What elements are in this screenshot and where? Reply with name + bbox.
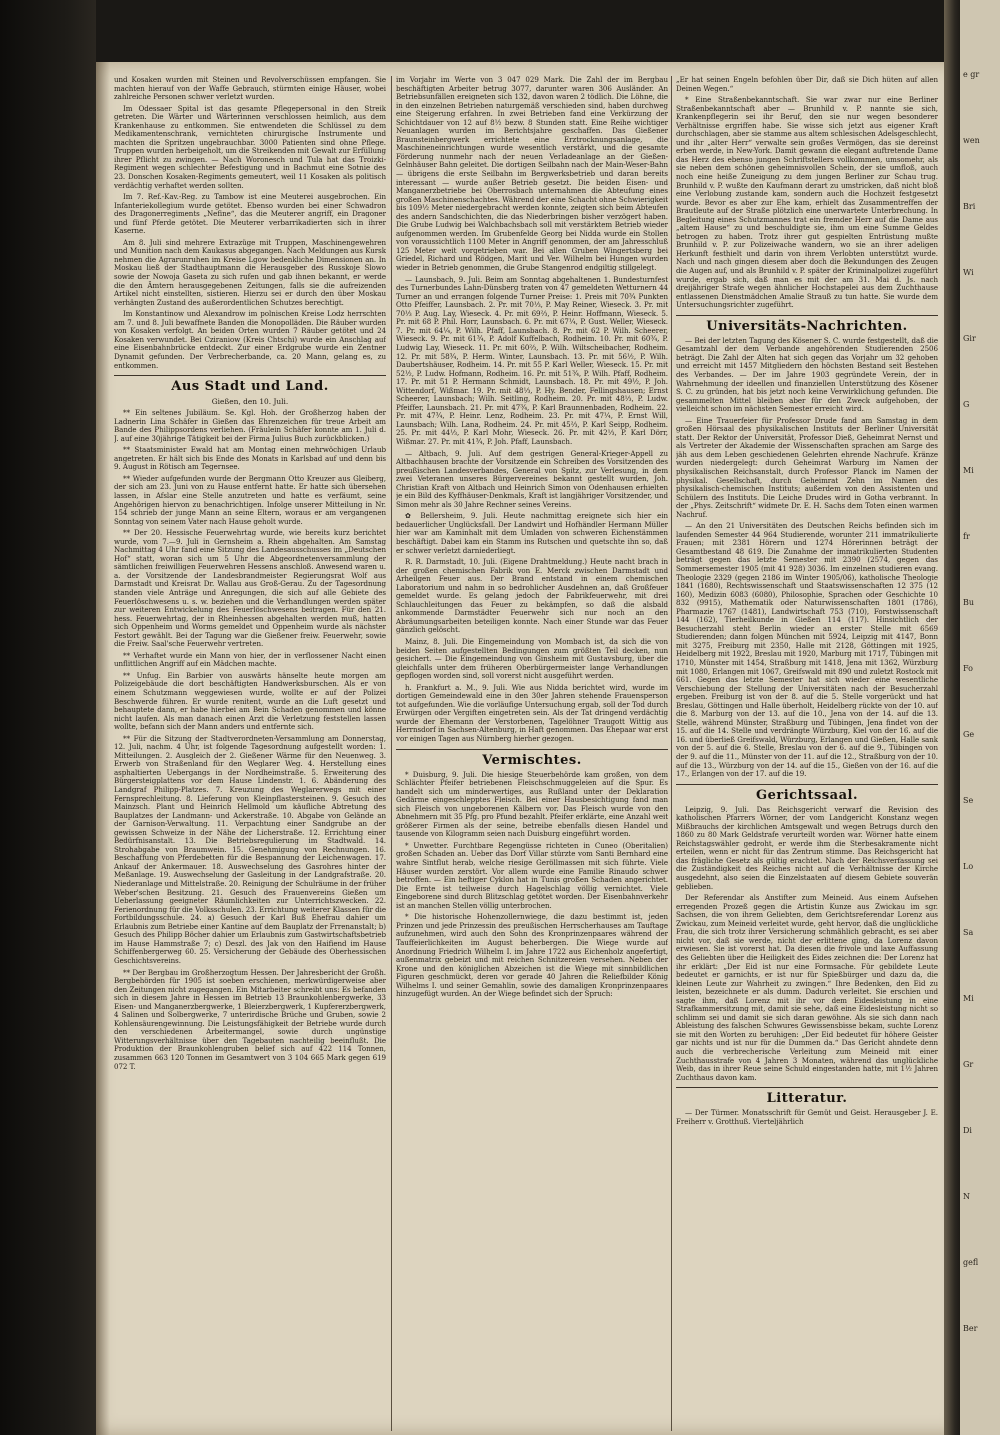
article-paragraph: ** Ein seltenes Jubiläum. Se. Kgl. Hoh. der Großherzog haben der Ladnerin Lina Schäfer in Gießen das Ehrenzeichen für treue Arbeit am Bande des Philippsordens verliehen. (Fräulein Schäfer konnte am 1. Juli d. J. auf eine 30jährige Tätigkeit bei der Firma Julius Buch zurückblicken.)	[114, 408, 386, 443]
adjacent-page-text-fragment: Mi	[963, 466, 974, 475]
adjacent-page-text-fragment: e gr	[963, 70, 980, 79]
adjacent-page-text-fragment: wen	[963, 136, 980, 145]
article-paragraph: — Eine Trauerfeier für Professor Drude fand am Samstag in dem großen Hörsaal des physikalischen Instituts der Berliner Universität statt. Der Rektor der Universität, Professor Dieß, Geheimrat Nernst und als Vertreter der Akademie der Wissenschaften sprachen am Sarge des jäh aus dem Leben geschiedenen Gelehrten ehrende Nachrufe. Kränze wurden niedergelegt: durch Geheimrat Warburg im Namen der physikalischen Reichsanstalt, durch Professor Planck im Namen der physikal. Gesellschaft, durch Geheimrat Zehn im Namen des physikalisch-chemischen Instituts; außerdem von den Assistenten und Schülern des Instituts. Die Leiche Drudes wird in Gotha verbrannt. In der „Phys. Zeitschrift“ widmete Dr. E. H. Sachs dem Toten einen warmen Nachruf.	[676, 415, 938, 519]
article-paragraph: * Eine Straßenbekanntschaft. Sie war zwar nur eine Berliner Straßenbekanntschaft aber — Brunhild v. P. nannte sie sich, Krankenpflegerin sei ihr Beruf, den sie nur wegen besonderer Verhältnisse ergriffen habe. Sie wisse sich jetzt aus eigener Kraft durchschlagen, aber sie stamme aus altem schlesischen Adelsgeschlecht, und ihr „alter Herr“ verwalte sein großes Vermögen, das sie dereinst erben werde, in New-York. Damit gewann die elegant auftretende Dame das Herz des ebenso jungen Schriftstellers vollkommen, umsomehr, als sie neben dem schönen geheimnisvollen Schein, der sie umfloß, auch noch eine heiße Zuneigung zu dem jungen Berliner zur Schau trug. Brunhild v. P. wußte den Kaufmann derart zu umstricken, daß nicht bloß eine Verlobung zustande kam, sondern auch die Hochzeit festgesetzt wurde. Bevor es aber zur Ehe kam, erhielt das Zusammentreffen der Brautleute auf der Straße plötzlich eine unerwartete Unterbrechung. In Begleitung eines Schutzmannes trat ein fremder Herr auf die Dame aus „altem Hause“ zu und beschuldigte sie, ihm um eine Summe Geldes betrogen zu haben. Trotz ihrer gut gespielten Entrüstung mußte Brunhild v. P. zur Polizeiwache wandern, wo sie an ihrer adeligen Herkunft festhielt und darin von ihrem Verlobten unterstützt wurde. Nach und nach gingen diesem aber doch die Bekundungen des Zeugen die Augen auf, und als Brunhild v. P. später der Kriminalpolizei zugeführt wurde, ergab sich, daß man es mit der am 31. Mai d. Js. nach dreijähriger Strafe wegen ähnlicher Hochstapelei aus dem Zuchthause entlassenen Dienstmädchen Amalie Strauß zu tun hatte. Sie wurde dem Untersuchungsrichter zugeführt.	[676, 95, 938, 310]
column-3	[676, 76, 938, 1431]
article-paragraph: — Bei der letzten Tagung des Kösener S. C. wurde festgestellt, daß die Gesamtzahl der dem Verbande angehörenden Studierenden 2506 beträgt. Die Zahl der Alten hat sich gegen das Vorjahr um 32 gehoben und erreicht mit 1457 Mitgliedern den höchsten Bestand seit Bestehen des Verbandes. — Der im Jahre 1903 gegründete Verein, der in Wahrnehmung der ideellen und finanziellen Unterstützung des Kösener S. C. zu gründen, hat bis jetzt noch keine Verwirklichung gefunden. Die gesammelten Mittel bleiben aber für den Zweck aufgehoben, der vielleicht schon im nächsten Semester erreicht wird.	[676, 335, 938, 414]
adjacent-page-text-fragment: Mi	[963, 994, 974, 1003]
article-paragraph: ** Der Bergbau im Großherzogtum Hessen. Der Jahresbericht der Großh. Bergbehörden für 1905 ist soeben erschienen, merkwürdigerweise aber den Zeitungen nicht zugegangen. Ein Mitarbeiter schreibt uns: Es befanden sich in diesem Jahre in Hessen im Betrieb 13 Braunkohlenbergwerke, 33 Eisen- und Manganerzbergwerke, 1 Bleierzbergwerk, 1 Kupfererzbergwerk, 4 Salinen und Solbergwerke, 7 unterirdische Brüche und Gruben, sowie 2 Kohlensäurengewinnung. Die Leistungsfähigkeit der Betriebe wurde durch den verschiedenen Arbeitermangel, sowie durch ungünstige Witterungsverhältnisse über den Tagebauten nachteilig beeinflußt. Die Produktion der Braunkohlengruben belief sich auf 422 114 Tonnen, zusammen 663 120 Tonnen im Gesamtwert von 3 104 665 Mark gegen 619 072 T.	[114, 967, 386, 1071]
adjacent-page-text-fragment: Bu	[963, 598, 975, 607]
adjacent-page-text-fragment: Se	[963, 796, 974, 805]
article-paragraph: ✿ Bellersheim, 9. Juli. Heute nachmittag ereignete sich hier ein bedauerlicher Unglücksfall. Der Landwirt und Hofhändler Hermann Müller hier war am Kaminhalt mit dem Umladen von schweren Eichenstämmen beschäftigt. Dabei kam ein Stamm ins Rutschen und quetschte ihn so, daß er schwer verletzt darniederliegt.	[396, 511, 668, 555]
article-paragraph: und Kosaken wurden mit Steinen und Revolverschüssen empfangen. Sie machten hierauf von der Waffe Gebrauch, stürmten einige Häuser, wobei zahlreiche Personen schwer verletzt wurden.	[114, 76, 386, 102]
adjacent-page-text-fragment: fr	[963, 532, 970, 541]
dateline: Gießen, den 10. Juli.	[211, 397, 289, 407]
adjacent-page-text-fragment: N	[963, 1192, 970, 1201]
article-paragraph: * Die historische Hohenzollernwiege, die dazu bestimmt ist, jeden Prinzen und jede Prinzessin des preußischen Herrscherhauses am Tauftage aufzunehmen, wird auch den Sohn des Kronprinzenpaares während der Tauffeierlichkeiten im August beherbergen. Die Wiege wurde auf Anordnung Friedrich Wilhelm I. im Jahre 1722 aus Eichenholz angefertigt, außenmatrix gebeizt und mit reichen Schnitzereien versehen. Neben der Krone und den königlichen Abzeichen ist die Wiege mit sinnbildlichen Figuren geschmückt, deren vor gerade 40 Jahren die Reliefbilder König Wilhelms I. und seiner Gemahlin, sowie des damaligen Kronprinzenpaares hinzugefügt wurden. An der Wiege befindet sich der Spruch:	[396, 912, 668, 999]
adjacent-page-text-fragment: G	[963, 400, 970, 409]
column-rule	[391, 76, 392, 1431]
adjacent-page-edge	[960, 0, 1000, 1435]
section-heading: Litteratur.	[676, 1087, 938, 1106]
article-paragraph: ** Verhaftet wurde ein Mann von hier, der in verflossener Nacht einen unflittlichen Angriff auf ein Mädchen machte.	[114, 650, 386, 669]
article-paragraph: Mainz, 8. Juli. Die Eingemeindung von Mombach ist, da sich die von beiden Seiten aufgestellten Bedingungen zum größten Teil decken, nun gesichert. — Die Eingemeindung von Ginsheim mit Gustavsburg, über die gleichfalls unter dem früheren Oberbürgermeister lange Verhandlungen gepflogen worden sind, soll vorerst nicht ausgeführt werden.	[396, 637, 668, 681]
article-paragraph: * Unwetter. Furchtbare Regengüsse richteten in Cuneo (Oberitalien) großen Schaden an. Ueber das Dorf Villar stürzte vom Santi Bernhard eine wahre Sintflut herab, welche riesige Geröllmassen mit sich führte. Viele Häuser wurden zerstört. Vor allem wurde eine Familie Rinaudo schwer betroffen. — Ein heftiger Cyklon hat in Tunis großen Schaden angerichtet. Die Ernte ist teilweise durch Hagelschlag völlig vernichtet. Viele Eingeborene sind durch Blitzschlag getötet worden. Der Eisenbahnverkehr ist an manchen Stellen völlig unterbrochen.	[396, 840, 668, 910]
article-paragraph: „Er hat seinen Engeln befohlen über Dir, daß sie Dich hüten auf allen Deinen Wegen.“	[676, 76, 938, 93]
article-paragraph: ** Unfug. Ein Barbier von auswärts hänselte heute morgen am Polizeigebäude die dort beschäftigten Handwerksburschen. Als er von einem Schutzmann weggewiesen wurde, wollte er auf der Polizei Beschwerde führen. Er wurde renitent, wurde an die Luft gesetzt und behauptete dann, er habe hierbei am Bein Schaden genommen und könne nicht laufen. Als man danach einen Arzt die Verletzung feststellen lassen wollte, befann sich der Mann anders und entfernte sich.	[114, 670, 386, 732]
adjacent-page-text-fragment: Fo	[963, 664, 973, 673]
section-heading: Universitäts-Nachrichten.	[676, 315, 938, 334]
book-binding-shadow	[0, 0, 96, 1435]
newspaper-page	[96, 62, 961, 1435]
adjacent-page-text-fragment: Sa	[963, 928, 974, 937]
column-1	[114, 76, 386, 1431]
adjacent-page-text-fragment: Ber	[963, 1324, 978, 1333]
article-paragraph: R. R. Darmstadt, 10. Juli. (Eigene Drahtmeldung.) Heute nacht brach in der großen chemischen Fabrik von E. Merck zwischen Darmstadt und Arheilgen Feuer aus. Der Brand entstand in einem chemischen Laboratorium und nahm in so bedrohlicher Ausdehnen an, daß Großfeuer gemeldet wurde. Es gelang jedoch der Fabrikfeuerwehr, mit drei Schlauchleitungen das Feuer zu bekämpfen, so daß die alsbald ankommende Darmstädter Feuerwehr sich nur noch an den Abräumungsarbeiten beteiligen konnte. Nach einer Stunde war das Feuer gänzlich gelöscht.	[396, 557, 668, 635]
section-heading: Gerichtssaal.	[676, 784, 938, 803]
article-paragraph: — Launsbach, 9. Juli. Beim am Sonntag abgehaltenen 1. Bundesturnfest des Turnerbundes Lahn-Dünsberg traten von 47 gemeldeten Wetturnern 44 Turner an und errangen folgende Turner Preise: 1. Preis mit 70¾ Punkten Otto Pfeiffer, Launsbach. 2. Pr. mit 70⅓, P. May Reiner, Wieseck. 3. Pr. mit 70⅓ P. Aug. Lay, Wieseck. 4. Pr. mit 69⅔, P. Heinr. Hoffmann, Wieseck. 5. Pr. mit 68 P. Phil. Horr, Launsbach. 6. Pr. mit 67¼, P. Gust. Weller, Wieseck. 7. Pr. mit 64¼, P. Wilh. Pfaff, Launsbach. 8. Pr. mit 62 P. Wilh. Scheerer, Wieseck. 9. Pr. mit 61¾, P. Adolf Kuffelbach, Rodheim. 10. Pr. mit 60¾, P. Ludwig Lay, Wieseck. 11. Pr. mit 60⅔, P. Wilh. Wiltscheibacher, Rodheim. 12. Pr. mit 58¾, P. Herm. Winter, Launsbach. 13. Pr. mit 56½, P. Wilh. Daubertshäuser, Rodheim. 14. Pr. mit 55 P. Karl Weller, Wieseck. 15. Pr. mit 52½, P. Ludw. Hofmann, Rodheim. 16. Pr. mit 51¾, P. Wilh. Pfaff, Rodheim. 17. Pr. mit 51 P. Hermann Schmidt, Launsbach. 18. Pr. mit 49½, P. Joh. Wittendorf, Wißmar. 19. Pr. mit 48⅓, P. Hy. Bender, Fellingshausen; Ernst Scheerer, Launsbach; Wilh. Seitling, Rodheim. 20. Pr. mit 48⅓, P. Ludw. Pfeiffer, Launsbach. 21. Pr. mit 47¾, P. Karl Braunnenbaden, Rodheim. 22. Pr. mit 47¾, P. Heinr. Lenz, Rodheim. 23. Pr. mit 47¼, P. Ernst Will, Launsbach; Wilh. Lana, Rodheim. 24. Pr. mit 45⅔, P. Karl Seipp, Rodheim. 25. Pr. mit 44⅓, P. Karl Mohr, Wieseck. 26. Pr. mit 42⅓, P. Karl Dörr, Wißmar. 27. Pr. mit 41¾, P. Joh. Pfaff, Launsbach.	[396, 274, 668, 446]
article-paragraph: Der Referendar als Anstifter zum Meineid. Aus einem Aufsehen erregenden Prozeß gegen die Artistin Kunze aus Zwickau im sgr. Sachsen, die von ihrem Geliebten, dem Gerichtsreferendar Lorenz aus Zwickau, zum Meineid verleitet wurde, geht hervor, daß die unglückliche Frau, die sich trotz ihrer Versicherung schmählich gebracht, es sei aber nicht vor, daß sie werde, nicht der erlittene ging, da Lorenz davon erwiesen. Sie ist vorerst hat. Da diesen die frivole und laxe Auffassung des Geliebten über die Heiligkeit des Eides zeichnen die: Der Lorenz hat ihr erklärt: „Der Eid ist nur eine Formsache. Für gebildete Leute bedeutet er garnichts, er ist nur für Spießbürger und dazu da, die kleinen Leute zur Wahrheit zu zwingen.“ Ihre Bedenken, den Eid zu leisten, bezeichnete er als dumm. Dadurch verleitet. Sie erschien und sagte ihm, daß Lorenz mit ihr vor dem Eidesleistung in eine Strafkammersitzung mit, damit sie sehe, daß eine Eidesleistung nicht so schlimm sei und damit sie sich daran gewöhne. Als sie sich dann nach Ableistung des falschen Schwures Gewissensbisse bekam, suchte Lorenz sie mit den Worten zu beruhigen: „Der Eid bedeutet für höhere Geister gar nichts und ist nur für die Dummen da.“ Das Gericht ahndete denn auch die verbrecherische Verleitung zum Meineid mit einer Zuchthausstrafe von 4 Jahren 3 Monaten, während das unglückliche Weib, das in ihrer Reue seine Schuld eingestanden hatte, mit 1½ Jahren Zuchthaus davon kam.	[676, 893, 938, 1082]
adjacent-page-text-fragment: Gr	[963, 1060, 974, 1069]
section-heading: Vermischtes.	[396, 749, 668, 768]
article-paragraph: Leipzig, 9. Juli. Das Reichsgericht verwarf die Revision des katholischen Pfarrers Wörner, der vom Landgericht Konstanz wegen Mißbrauchs der kirchlichen Amtsgewalt und wegen Betrugs durch den 1860 zu 80 Mark Geldstrafe verurteilt worden war. Wörner hatte einem Reichstagswähler gedroht, er werde ihm die Sterbesakramente nicht erteilen, wenn er nicht für das Zentrum stimme. Das Reichsgericht hat das frägliche Gesetz als gültig erachtet. Nach der Reichsverfassung sei die Zuständigkeit des Reiches nicht auf die Verhältnisse der Kirche ausgedehnt, also seien die Einzelstaaten auf diesem Gebiete souverän geblieben.	[676, 804, 938, 891]
adjacent-page-text-fragment: Bri	[963, 202, 976, 211]
article-paragraph: ** Für die Sitzung der Stadtverordneten-Versammlung am Donnerstag, 12. Juli, nachm. 4 Uhr, ist folgende Tagesordnung aufgestellt worden: 1. Mitteilungen. 2. Ausgleich der 2. Gießener Wärme für den Neuenweg. 3. Erwerb von Straßenland für den Weglarer Weg. 4. Herstellung eines asphaltierten Uebergangs in der Nordheimstraße. 5. Erweiterung des Bürgersteigplattens vor dem Hause Lindenstr. 1. 6. Abänderung des Landgraf Philipp-Platzes. 7. Kreuzung des Weglarerwegs mit einer Fernsprechleitung. 8. Lieferung von Kleinpflastersteinen. 9. Gesuch des Mainzsch. Plant und Heinrich Hellmold um käufliche Abtretung des Bauplatzes der Landmann- und Ackerstraße. 10. Abgabe von Gelände an der Garnison-Verwaltung. 11. Verpachtung einer Sandgrube an der gewissen Schweize in der Nähe der Licherstraße. 12. Errichtung einer Bedürfnisanstalt. 13. Die Betriebsregulierung im Stadtwald. 14. Strohabgabe von Braumwein. 15. Genehmigung von Rechnungen. 16. Beschaffung von Pferdebetten für die Bespannung der Leichenwagen. 17. Ankauf der Ankermauer. 18. Auswechselung des Gasrohres hinter der Meßanlage. 19. Auswechselung der Gasleitung in der Landgrafstraße. 20. Niederanlage und Mittelstraße. 20. Reinigung der Schulräume in der früher Weber'schen Besitzung. 21. Gesuch des Frauenvereins Gießen um Ueberlassung geeigneter Räumlichkeiten zur Unterrichtszwecken. 22. Ferienordnung für die Volksschulen. 23. Errichtung weiterer Klassen für die Fortbildungsschule. 24. a) Gesuch der Karl Buß Ehefrau dahier um Erlaubnis zum Betriebe einer Kantine auf dem Bauplatz der Frrenanstalt; b) Gesuch des Philipp Böcher dahier um Erlaubnis zum Gastwirtschaftsbetrieb im Hause Hammstraße 7; c) Deszl. des Jak von den Haifiend im Hause Schiffenbergerweg 60. 25. Versicherung der Gebäude des Oberhessischen Geschichtsvereins.	[114, 733, 386, 965]
article-paragraph: Im Konstantinow und Alexandrow im polnischen Kreise Lodz herrschten am 7. und 8. Juli bewaffnete Banden die Monopolläden. Die Räuber wurden von Kosaken verfolgt. An beiden Orten wurden 7 Räuber getötet und 24 Kosaken verwundet. Bei Cziraniow (Kreis Chtschi) wurde ein Anschlag auf eine Eisenbahnbrücke entdeckt. Zur einer Erdgrube wurde ein Zentner Dynamit gefunden. Der Verbrecherbande, ca. 20 Mann, gelang es, zu entkommen.	[114, 309, 386, 370]
adjacent-page-text-fragment: Wi	[963, 268, 974, 277]
adjacent-page-text-fragment: Lo	[963, 862, 974, 871]
article-paragraph: — Altbach, 9. Juli. Auf dem gestrigen General-Krieger-Appell zu Altbachhausen brachte der Vorsitzende ein Schreiben des Vorsitzenden des preußischen Landesverbandes, General von Spitz, zur Verlesung, in dem zwei Veteranen unseres Bürgervereines bekannt gestellt wurden, Joh. Christian Kraft von Altbach und Heinrich Simon von Odenhausen erhielten je ein Bild des Kyffhäuser-Denkmals, Kraft ist langjähriger Vorsitzender, und Simon mehr als 30 Jahre Rechner seines Vereins.	[396, 448, 668, 509]
column-rule	[671, 76, 672, 1431]
article-paragraph: ** Der 20. Hessische Feuerwehrtag wurde, wie bereits kurz berichtet wurde, vom 7.—9. Juli in Gernsheim a. Rhein abgehalten. Am Samstag Nachmittag 4 Uhr fand eine Sitzung des Landesausschusses im „Deutschen Hof“ statt, woran sich um 5 Uhr die Abgeordnetenversammlung der sämtlichen freiwilligen Feuerwehren Hessens anschloß. Anwesend waren u. a. der Vorsitzende der Landesbrandmeister Regierungsrat Wolf aus Darmstadt und Kreisrat Dr. Wallau aus Groß-Gerau. Zu der Tagesordnung standen viele Anträge und Anregungen, die sich auf alle Gebiete des Feuerlöschwesens u. s. w. beziehen und die Verhandlungen werden später zur weiteren Entwickelung des Feuerlöschwesens beitragen. Für den 21. hess. Feuerwehrtag, der in Rheinhessen abgehalten werden muß, hatten sich Oppenheim und Worms gemeldet und Oppenheim wurde als nächster Festort gewählt. Bei der Tagung war die Gießener freiw. Feuerwehr, sowie die Freiw. Saal'sche Feuerwehr vertreten.	[114, 528, 386, 649]
article-paragraph: Im 7. Ref.-Kav.-Reg. zu Tambow ist eine Meuterei ausgebrochen. Ein Infanteriekollegium wurde getötet. Ebenso wurden bei einer Schwadron des Dragonerregiments „Nefine“, das die Meuterer angriff, ein Dragoner und fünf Pferde getötet. Die Meuterer verbarrikadierten sich in ihrer Kaserne.	[114, 192, 386, 236]
section-heading: Aus Stadt und Land.	[114, 375, 386, 394]
article-paragraph: h. Frankfurt a. M., 9. Juli. Wie aus Nidda berichtet wird, wurde im dortigen Gemeindewald eine in den 30er Jahren stehende Frauensperson tot aufgefunden. Wie die vorläufige Untersuchung ergab, soll der Tod durch Erwürgen oder Vergiften eingetreten sein. Als der Tat dringend verdächtig wurde der Ehemann der Verstorbenen, Tagelöhner Traugott Wittig aus Herrnsdorf in Sachsen-Altenburg, in Haft genommen. Das Ehepaar war erst vor einigen Tagen aus Nürnberg hierher gezogen.	[396, 682, 668, 744]
adjacent-page-text-fragment: Gir	[963, 334, 976, 343]
article-paragraph: — Der Türmer. Monatsschrift für Gemüt und Geist. Herausgeber J. E. Freiherr v. Grotthuß. Vierteljährlich	[676, 1108, 938, 1126]
article-paragraph: im Vorjahr im Werte von 3 047 029 Mark. Die Zahl der im Bergbau beschäftigten Arbeiter betrug 3077, darunter waren 306 Ausländer. An Betriebsunfällen ereigneten sich 132, davon waren 2 tödlich. Die Löhne, die in den einzelnen Betrieben naturgemäß verschieden sind, haben durchweg eine Steigerung erfahren. In zwei Betrieben fand eine Verkürzung der Schichtdauer von 12 auf 8½ bezw. 8 Stunden statt. Eine Reihe wichtiger Neuanlagen wurden im Berichtsjahre geschaffen. Das Gießener Braunsteinbergwerk errichtete eine Erztrocknungsanlage, die Maschineneinrichtungen wurde wesentlich verstärkt, und die gesamte Förderung nunmehr nach der neuen Verladeanlage an der Gießen-Gelnhäuser Bahn geleitet. Die dortigen Seilbahn nach der Main-Weser-Bahn — übrigens die erste Seilbahn im Bergwerksbetrieb und daran bereits interessant — wurde außer Betrieb gesetzt. Die beiden Eisen- und Manganerzbetriebe bei Oberrosbach unternahmen die Abteufung eines großen Maschinenschachtes. Während der eine Schacht ohne Schwierigkeit bis 109½ Meter niedergebracht werden konnte, zeigten sich beim Abteufen des andern Sandschichten, die das Niederbringen bisher verzögert haben. Die Grube Ludwig bei Walchbachsbach soll mit verstärktem Betrieb wieder aufgenommen werden. Im Grubenfelde Georg bei Nidda wurde ein Stollen von voraussichtlich 1100 Meter in Angriff genommen, der am Jahresschluß 125 Meter weit vorgetrieben war. Bei allen Gruben Wingertsberg bei Griedel, Richard und Rödgen, Marit und Ver. Wilhelm bei Hungen wurden wieder in Betrieb genommen, die Grube Stangenrod endgiltig stillgelegt.	[396, 76, 668, 273]
adjacent-page-text-fragment: gefl	[963, 1258, 979, 1267]
adjacent-page-text-fragment: Ge	[963, 730, 975, 739]
article-paragraph: — An den 21 Universitäten des Deutschen Reichs befinden sich im laufenden Semester 44 964 Studierende, worunter 211 immatrikulierte Frauen; mit 2381 Hörern und 1274 Hörerinnen beträgt der Gesamtbestand 48 619. Die Zunahme der immatrikulierten Studenten beträgt gegen das letzte Semester mit 2390 (2574, gegen das Sommersemester 1905 (mit 41 928) 3036. Im einzelnen studieren evang. Theologie 2329 (gegen 2186 im Winter 1905/06), katholische Theologie 1841 (1680), Rechtswissenschaft und Staatswissenschaften 12 375 (12 160), Medizin 6083 (6080), Philosophie, Sprachen oder Geschichte 10 832 (9915), Mathematik oder Naturwissenschaften 1801 (1786), Pharmazie 1767 (1481), Landwirtschaft 753 (710), Forstwissenschaft 144 (162), Tierheilkunde in Gießen 114 (117). Hinsichtlich der Besucherzahl steht Berlin wieder an erster Stelle mit 6569 Studierenden; dann folgen München mit 5924, Leipzig mit 4147, Bonn mit 3275, Freiburg mit 2350, Halle mit 2128, Göttingen mit 1925, Heidelberg mit 1922, Breslau mit 1920, Marburg mit 1717, Tübingen mit 1710, Münster mit 1454, Straßburg mit 1418, Jena mit 1362, Würzburg mit 1080, Erlangen mit 1067, Greifswald mit 890 und zuletzt Rostock mit 661. Gegen das letzte Semester hat sich wieder eine wesentliche Verschiebung der Stellung der Universitäten nach der Besucherzahl ergeben. Freiburg ist von der 8. auf die 5. Stelle vorgerückt und hat Breslau, Göttingen und Halle überholt, Heidelberg rückte von der 10. auf die 8. Marburg von der 13. auf die 10., Jena von der 14. auf die 13. Stelle, während Münster, Straßburg und Tübingen, Jena findet von der 15. auf die 14. Stelle und verdrängte Würzburg, Kiel von der 16. auf die 16. und überließ Greifswald, Würzburg, Erlangen und Gießen, Halle sank von der 5. auf die 6. Stelle, Breslau von der 6. auf die 9., Tübingen von der 9. auf die 11., Münster von der 11. auf die 12., Straßburg von der 10. auf die 13., Würzburg von der 14. auf die 15., Gießen von der 16. auf die 17., Erlangen von der 17. auf die 19.	[676, 521, 938, 779]
article-paragraph: ** Staatsminister Ewald hat am Montag einen mehrwöchigen Urlaub angetreten. Er hält sich bis Ende des Monats in Karlsbad auf und denn bis 9. August in Rötisch am Tegernsee.	[114, 445, 386, 472]
article-paragraph: Am 8. Juli sind mehrere Extrazüge mit Truppen, Maschinengewehren und Munition nach dem Kaukasus abgegangen. Nach Meldungen aus Kursk nehmen die Agrarunruhen im Kreise Lgow bedenkliche Dimensionen an. In Moskau ließ der Stadthauptmann die Herausgeber des Russkoje Slowo sowie der Nowoja Gaseta zu sich rufen und gab ihnen bekannt, er werde die den Ämtern herausgegebenen Zeitungen, falls sie die aufreizenden Artikel nicht einstellten, sistieren. Hierzu sei er durch den über Moskau verhängten Zustand des außerordentlichen Schutzes berechtigt.	[114, 237, 386, 307]
article-paragraph: ** Wieder aufgefunden wurde der Bergmann Otto Kreuzer aus Gleiberg, der sich am 23. Juni von zu Hause entfernt hatte. Er hatte sich übersehen lassen, in Afslar eine Stelle anzutreten und hatte es verfäumt, seine Angehörigen hiervon zu benachrichtigen. Infolge unserer Mitteilung in Nr. 154 schrieb der junge Mann an seine Eltern, woraus er am vergangenen Sonntag von seinem Vater nach Hause geholt wurde.	[114, 473, 386, 526]
article-paragraph: Im Odessaer Spital ist das gesamte Pflegepersonal in den Streik getreten. Die Wärter und Wärterinnen verschlossen heimlich, aus dem Krankenhause zu entkommen. Sie entwendeten die Schlüssel zu dem Medikamentenschrank, vernichteten chirurgische Instrumente und machten die Spritzen ungebrauchbar. 3000 Patienten sind ohne Pflege. Truppen wurden herbeigeholt, um die Streikenden mit Gewalt zur Erfüllung ihrer Pflicht zu zwingen. — Nach Woronesch und Tula hat das Troizki-Regiment wegen schlechter Befestigung und in Bachmut eine Sotnie des 23. Donschen Kosaken-Regiments gemeutert, weil 11 Kosaken als politisch verdächtig verhaftet werden sollten.	[114, 103, 386, 190]
adjacent-page-text-fragment: Di	[963, 1126, 972, 1135]
article-paragraph: * Duisburg, 9. Juli. Die hiesige Steuerbehörde kam großen, von dem Schlächter Pfeifer betriebenen Fleischschmuggeleien auf die Spur. Es handelt sich um minderwertiges, aus Rußland unter der Deklaration Gedärme eingeschlepptes Fleisch. Bei einer Hausbesichtigung fand man sich Fleisch von ungeborenen Kälbern vor. Das Fleisch wurde von den Abnehmern mit 35 Pfg. pro Pfund bezahlt. Pfeifer erklärte, eine Anzahl weit größerer Firmen als der seine, betreibe ebenfalls diesen Handel und tausende von Kilogramm seien nach Duisburg eingeführt worden.	[396, 769, 668, 839]
column-2	[396, 76, 668, 1431]
